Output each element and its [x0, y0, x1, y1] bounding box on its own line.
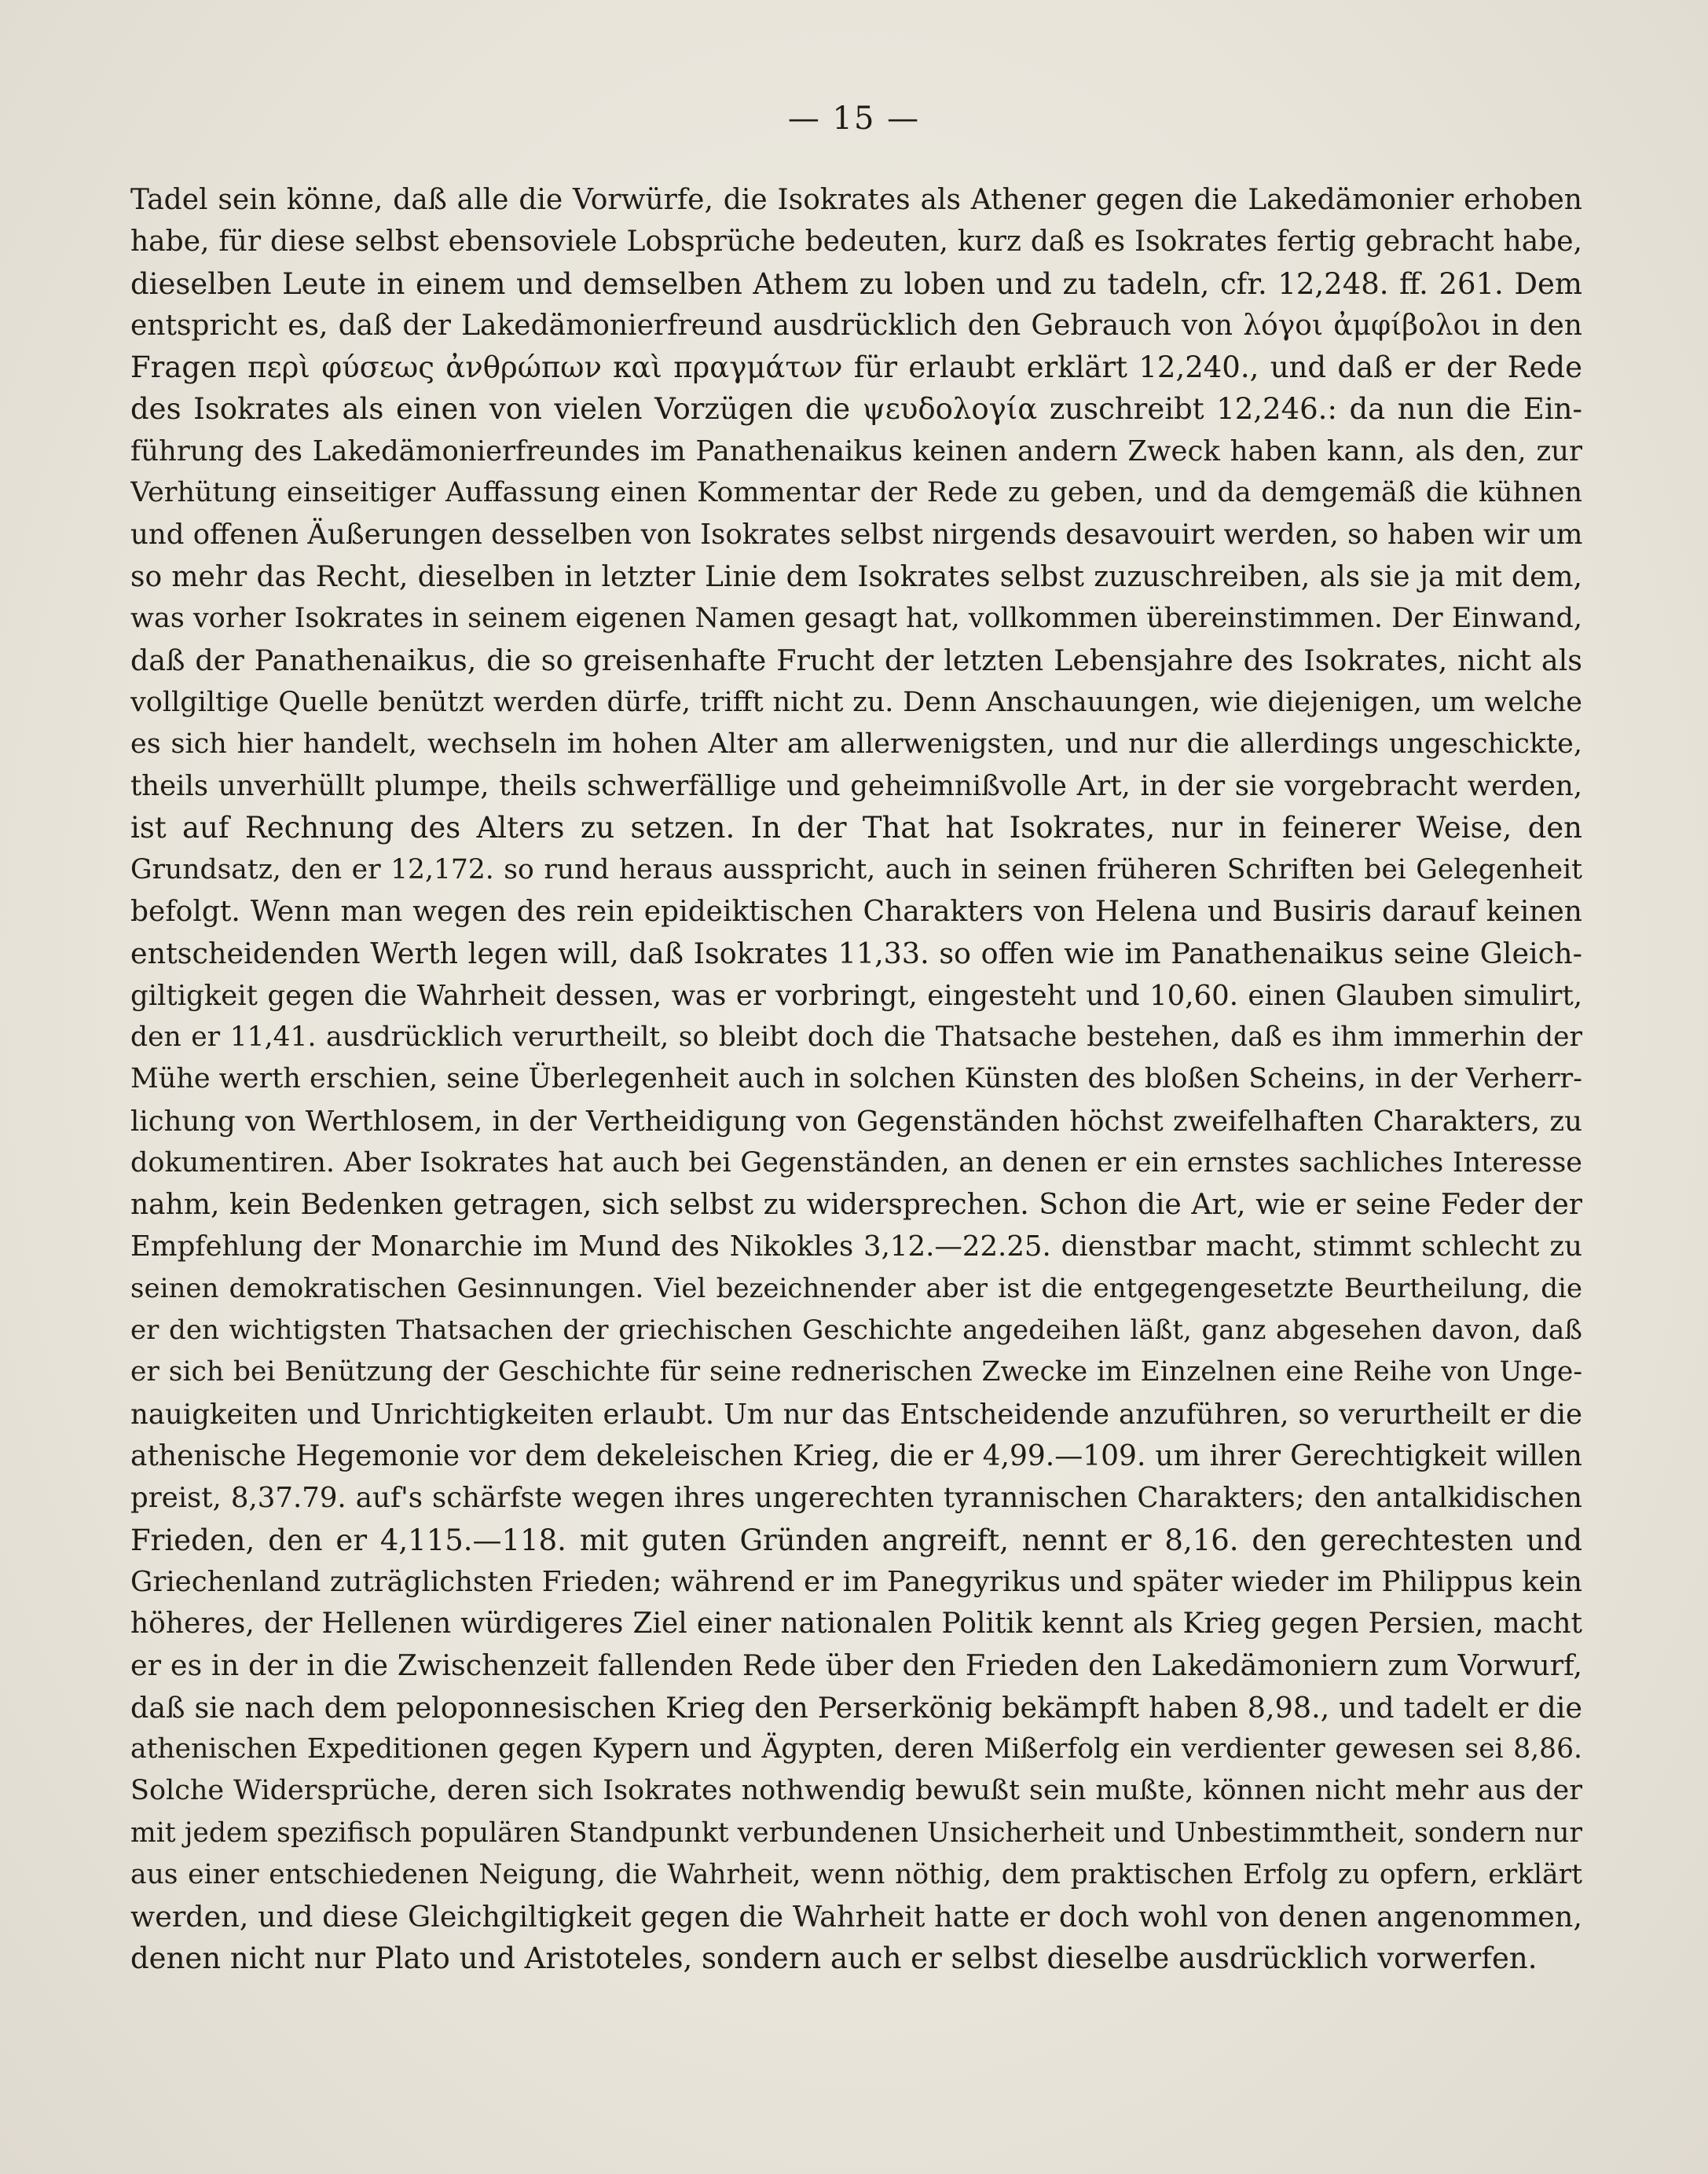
- text-line: entspricht es, daß der Lakedämonierfreund ausdrücklich den Gebrauch von λόγοι ἀμφίβολοι in den: [130, 309, 1582, 342]
- text-line: es sich hier handelt, wechseln im hohen Alter am allerwenigsten, und nur die allerdings ungeschickte,: [130, 728, 1582, 760]
- text-line: nauigkeiten und Unrichtigkeiten erlaubt. Um nur das Entscheidende anzuführen, so verurtheilt er die: [130, 1398, 1582, 1431]
- text-line: habe, für diese selbst ebensoviele Lobsprüche bedeuten, kurz daß es Isokrates fertig gebracht habe,: [130, 225, 1582, 258]
- text-line: dokumentiren. Aber Isokrates hat auch bei Gegenständen, an denen er ein ernstes sachliches Interesse: [130, 1146, 1582, 1179]
- text-line: vollgiltige Quelle benützt werden dürfe, trifft nicht zu. Denn Anschauungen, wie diejenigen, um welche: [130, 686, 1582, 718]
- text-line: befolgt. Wenn man wegen des rein epideiktischen Charakters von Helena und Busiris darauf keinen: [130, 896, 1582, 929]
- text-line: giltigkeit gegen die Wahrheit dessen, was er vorbringt, eingesteht und 10,60. einen Glauben simulirt,: [130, 979, 1582, 1012]
- text-line: er es in der in die Zwischenzeit fallenden Rede über den Frieden den Lakedämoniern zum Vorwurf,: [130, 1648, 1582, 1683]
- text-line: mit jedem spezifisch populären Standpunkt verbundenen Unsicherheit und Unbestimmtheit, sondern nur: [130, 1817, 1582, 1849]
- text-line: des Isokrates als einen von vielen Vorzügen die ψευδολογία zuschreibt 12,246.: da nun die Ein-: [130, 392, 1582, 427]
- text-line: Frieden, den er 4,115.—118. mit guten Gründen angreift, nennt er 8,16. den gerechtesten und: [130, 1523, 1582, 1557]
- text-line: dieselben Leute in einem und demselben Athem zu loben und zu tadeln, cfr. 12,248. ff. 261. Dem: [130, 266, 1582, 301]
- text-line: ist auf Rechnung des Alters zu setzen. In der That hat Isokrates, nur in feinerer Weise, den: [130, 811, 1582, 845]
- text-line: daß der Panathenaikus, die so greisenhafte Frucht der letzten Lebensjahre des Isokrates, nicht als: [130, 643, 1582, 678]
- page-number: — 15 —: [787, 101, 921, 137]
- text-line: den er 11,41. ausdrücklich verurtheilt, so bleibt doch die Thatsache bestehen, daß es ihm immerhin der: [130, 1021, 1582, 1053]
- text-line: denen nicht nur Plato und Aristoteles, sondern auch er selbst dieselbe ausdrücklich vorwerfen.: [130, 1941, 1538, 1976]
- text-line: daß sie nach dem peloponnesischen Krieg den Perserkönig bekämpft haben 8,98., und tadelt er die: [130, 1690, 1582, 1725]
- text-line: Grundsatz, den er 12,172. so rund heraus ausspricht, auch in seinen früheren Schriften bei Gelegenheit: [130, 853, 1582, 885]
- text-line: athenische Hegemonie vor dem dekeleischen Krieg, die er 4,99.—109. um ihrer Gerechtigkeit willen: [130, 1439, 1582, 1472]
- text-line: führung des Lakedämonierfreundes im Panathenaikus keinen andern Zweck haben kann, als den, zur: [130, 434, 1582, 467]
- text-line: Empfehlung der Monarchie im Mund des Nikokles 3,12.—22.25. dienstbar macht, stimmt schlecht zu: [130, 1230, 1582, 1263]
- text-line: Tadel sein könne, daß alle die Vorwürfe, die Isokrates als Athener gegen die Lakedämonier erhoben: [130, 184, 1582, 216]
- text-line: Verhütung einseitiger Auffassung einen Kommentar der Rede zu geben, und da demgemäß die kühnen: [130, 477, 1582, 509]
- text-line: was vorher Isokrates in seinem eigenen Namen gesagt hat, vollkommen übereinstimmen. Der Einwand,: [130, 602, 1582, 634]
- text-line: er den wichtigsten Thatsachen der griechischen Geschichte angedeihen läßt, ganz abgesehen davon, daß: [130, 1314, 1582, 1347]
- text-line: er sich bei Benützung der Geschichte für seine rednerischen Zwecke im Einzelnen eine Reihe von Unge-: [130, 1356, 1582, 1388]
- text-line: seinen demokratischen Gesinnungen. Viel bezeichnender aber ist die entgegengesetzte Beurtheilung, die: [130, 1272, 1582, 1304]
- text-line: athenischen Expeditionen gegen Kypern und Ägypten, deren Mißerfolg ein verdienter gewesen sei 8,86.: [130, 1732, 1582, 1765]
- text-line: aus einer entschiedenen Neigung, die Wahrheit, wenn nöthig, dem praktischen Erfolg zu opfern, erklärt: [130, 1858, 1582, 1890]
- text-line: und offenen Äußerungen desselben von Isokrates selbst nirgends desavouirt werden, so haben wir um: [130, 519, 1582, 552]
- text-line: so mehr das Recht, dieselben in letzter Linie dem Isokrates selbst zuzuschreiben, als sie ja mit dem,: [130, 560, 1582, 593]
- text-line: theils unverhüllt plumpe, theils schwerfällige und geheimnißvolle Art, in der sie vorgebracht werden,: [130, 770, 1582, 803]
- text-line: preist, 8,37.79. auf's schärfste wegen ihres ungerechten tyrannischen Charakters; den antalkidischen: [130, 1482, 1582, 1515]
- text-line: Solche Widersprüche, deren sich Isokrates nothwendig bewußt sein mußte, können nicht mehr aus der: [130, 1775, 1582, 1807]
- text-line: lichung von Werthlosem, in der Vertheidigung von Gegenständen höchst zweifelhaften Charakters, zu: [130, 1105, 1582, 1138]
- text-line: nahm, kein Bedenken getragen, sich selbst zu widersprechen. Schon die Art, wie er seine Feder der: [130, 1189, 1582, 1222]
- text-line: Griechenland zuträglichsten Frieden; während er im Panegyrikus und später wieder im Philippus kein: [130, 1565, 1582, 1598]
- text-line: entscheidenden Werth legen will, daß Isokrates 11,33. so offen wie im Panathenaikus seine Gleich-: [130, 937, 1582, 971]
- text-line: werden, und diese Gleichgiltigkeit gegen die Wahrheit hatte er doch wohl von denen angenommen,: [130, 1900, 1582, 1934]
- text-line: Mühe werth erschien, seine Überlegenheit auch in solchen Künsten des bloßen Scheins, in der Verherr-: [130, 1063, 1582, 1095]
- body-text: [130, 179, 1582, 1980]
- text-line: Fragen περὶ φύσεως ἀνθρώπων καὶ πραγμάτων für erlaubt erklärt 12,240., und daß er der Rede: [130, 350, 1582, 385]
- text-line: höheres, der Hellenen würdigeres Ziel einer nationalen Politik kennt als Krieg gegen Persien, macht: [130, 1608, 1582, 1641]
